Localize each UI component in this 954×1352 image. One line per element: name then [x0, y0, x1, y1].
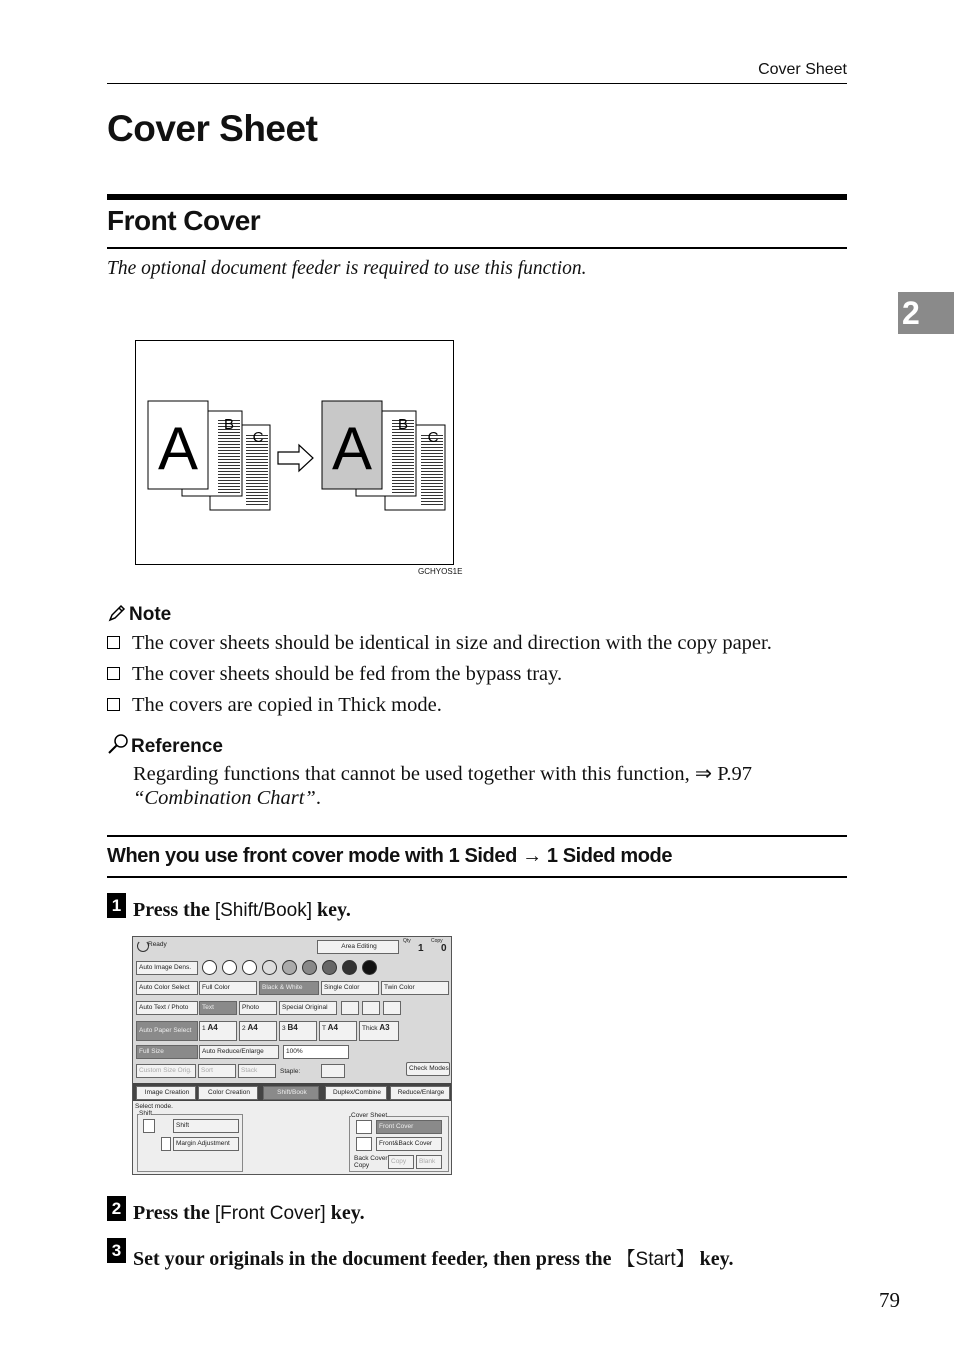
full-size-button[interactable]: Full Size — [136, 1045, 198, 1059]
copier-control-panel — [132, 936, 452, 1175]
shift-group-label: Shift — [139, 1110, 153, 1117]
paper-tray-1[interactable]: 1 A4 — [199, 1021, 237, 1041]
auto-paper-select-button[interactable]: Auto Paper Select — [136, 1021, 198, 1041]
header-rule — [107, 83, 847, 84]
tab-shift-book[interactable]: Shift/Book — [263, 1086, 319, 1100]
tab-duplex-combine[interactable]: Duplex/Combine — [325, 1086, 387, 1100]
auto-text-photo-button[interactable]: Auto Text / Photo — [136, 1001, 198, 1015]
intro-text: The optional document feeder is required to use this function. — [107, 258, 587, 279]
ratio-display: 100% — [283, 1045, 349, 1059]
pencil-icon — [107, 603, 129, 629]
subsection-rule — [107, 835, 847, 837]
density-level[interactable] — [362, 960, 377, 975]
original-stack — [148, 401, 270, 510]
paper-tray-2[interactable]: 2 A4 — [239, 1021, 277, 1041]
note-item: The cover sheets should be fed from the bypass tray. — [107, 663, 562, 686]
bypass-tray[interactable]: Thick A3 — [359, 1021, 399, 1041]
magnifier-icon — [107, 733, 131, 761]
tab-color-creation[interactable]: Color Creation — [198, 1086, 258, 1100]
cover-sheet-group-label: Cover Sheet — [351, 1112, 388, 1119]
note-heading-label: Note — [129, 604, 172, 625]
density-level[interactable] — [302, 960, 317, 975]
single-color-button[interactable]: Single Color — [321, 981, 379, 995]
section-rule — [107, 247, 847, 249]
margin-adjustment-button[interactable]: Margin Adjustment — [173, 1137, 239, 1151]
running-header: Cover Sheet — [758, 61, 847, 78]
reference-heading-label: Reference — [131, 736, 223, 757]
sort-button[interactable]: Sort — [198, 1064, 236, 1078]
black-white-button[interactable]: Black & White — [259, 981, 319, 995]
density-level[interactable] — [242, 960, 257, 975]
auto-reduce-enlarge-button[interactable]: Auto Reduce/Enlarge — [199, 1045, 279, 1059]
staple-label: Staple: — [280, 1068, 301, 1075]
status-text: Ready — [148, 941, 167, 948]
paper-tray-t[interactable]: T A4 — [319, 1021, 357, 1041]
original-type-icon[interactable] — [341, 1001, 359, 1015]
tab-image-creation[interactable]: Image Creation — [136, 1086, 196, 1100]
custom-size-original-button[interactable]: Custom Size Orig. — [136, 1064, 196, 1078]
section-title: Front Cover — [107, 205, 261, 236]
key-label: [Shift/Book] — [214, 900, 313, 921]
density-level[interactable] — [282, 960, 297, 975]
tab-reduce-enlarge[interactable]: Reduce/Enlarge — [390, 1086, 450, 1100]
copy-label: Copy — [431, 938, 443, 944]
step-text: Press the [Front Cover] key. — [133, 1202, 365, 1224]
front-cover-icon — [356, 1120, 372, 1134]
area-editing-button[interactable]: Area Editing — [317, 940, 399, 954]
full-color-button[interactable]: Full Color — [199, 981, 257, 995]
reference-text: Regarding functions that cannot be used together with this function, ⇒ P.97 “Combination Chart”. — [133, 763, 752, 809]
density-level[interactable] — [322, 960, 337, 975]
step-text: Press the [Shift/Book] key. — [133, 899, 351, 921]
checkbox-icon — [107, 698, 120, 711]
illustration-letter-b: B — [397, 416, 409, 433]
back-cover-copy-button[interactable]: Copy — [388, 1155, 414, 1169]
density-level[interactable] — [202, 960, 217, 975]
special-original-button[interactable]: Special Original — [279, 1001, 337, 1015]
checkbox-icon — [107, 667, 120, 680]
stack-button[interactable]: Stack — [238, 1064, 276, 1078]
illustration-letter-a: A — [157, 415, 199, 482]
auto-color-select-button[interactable]: Auto Color Select — [136, 981, 198, 995]
copy-value: 0 — [441, 943, 447, 954]
section-rule — [107, 194, 847, 200]
check-modes-button[interactable]: Check Modes — [406, 1062, 450, 1076]
step-text: Set your originals in the document feeder, then press the 【Start】 key. — [133, 1248, 734, 1270]
density-level[interactable] — [262, 960, 277, 975]
density-level[interactable] — [342, 960, 357, 975]
note-item: The covers are copied in Thick mode. — [107, 694, 442, 717]
subsection-title: When you use front cover mode with 1 Sided → 1 Sided mode — [107, 845, 673, 867]
step-number: 3 — [107, 1238, 126, 1263]
copy-stack — [322, 401, 445, 510]
density-level[interactable] — [222, 960, 237, 975]
checkbox-icon — [107, 636, 120, 649]
combination-chart-link[interactable]: “Combination Chart” — [133, 787, 316, 809]
photo-mode-button[interactable]: Photo — [239, 1001, 277, 1015]
illustration-letter-c: C — [427, 429, 439, 446]
step-number: 2 — [107, 1196, 126, 1221]
auto-image-density-button[interactable]: Auto Image Dens. — [136, 961, 198, 975]
arrow-right-icon — [278, 445, 313, 471]
front-cover-illustration — [135, 340, 454, 565]
chapter-tab: 2 — [898, 292, 954, 334]
step-number: 1 — [107, 893, 126, 918]
staple-icon[interactable] — [321, 1064, 345, 1078]
front-back-cover-icon — [356, 1137, 372, 1151]
paper-tray-3[interactable]: 3 B4 — [279, 1021, 317, 1041]
illustration-letter-a: A — [331, 415, 373, 482]
illustration-letter-b: B — [223, 416, 235, 433]
margin-indicator-icon — [161, 1137, 171, 1151]
original-type-icon[interactable] — [362, 1001, 380, 1015]
text-mode-button[interactable]: Text — [199, 1001, 237, 1015]
twin-color-button[interactable]: Twin Color — [381, 981, 449, 995]
front-back-cover-button[interactable]: Front&Back Cover — [376, 1137, 442, 1151]
qty-label: Qty — [403, 938, 411, 944]
shift-button[interactable]: Shift — [173, 1119, 239, 1133]
illustration-code: GCHYOS1E — [418, 567, 463, 576]
back-cover-copy-label: Copy — [354, 1162, 370, 1169]
illustration-letter-c: C — [252, 429, 264, 446]
note-item: The cover sheets should be identical in size and direction with the copy paper. — [107, 632, 772, 655]
front-cover-button[interactable]: Front Cover — [376, 1120, 442, 1134]
key-label: 【Start】 — [616, 1249, 695, 1270]
key-label: [Front Cover] — [214, 1203, 326, 1224]
shift-indicator-icon — [143, 1119, 155, 1133]
back-cover-label: Back Cover — [354, 1155, 388, 1162]
select-mode-label: Select mode. — [135, 1103, 173, 1110]
original-type-icon[interactable] — [383, 1001, 401, 1015]
reference-heading — [107, 733, 223, 761]
back-cover-blank-button[interactable]: Blank — [416, 1155, 442, 1169]
note-heading — [107, 603, 171, 629]
qty-value: 1 — [418, 943, 424, 954]
subsection-rule — [107, 876, 847, 878]
page-title: Cover Sheet — [107, 108, 318, 149]
page-number: 79 — [879, 1288, 900, 1312]
